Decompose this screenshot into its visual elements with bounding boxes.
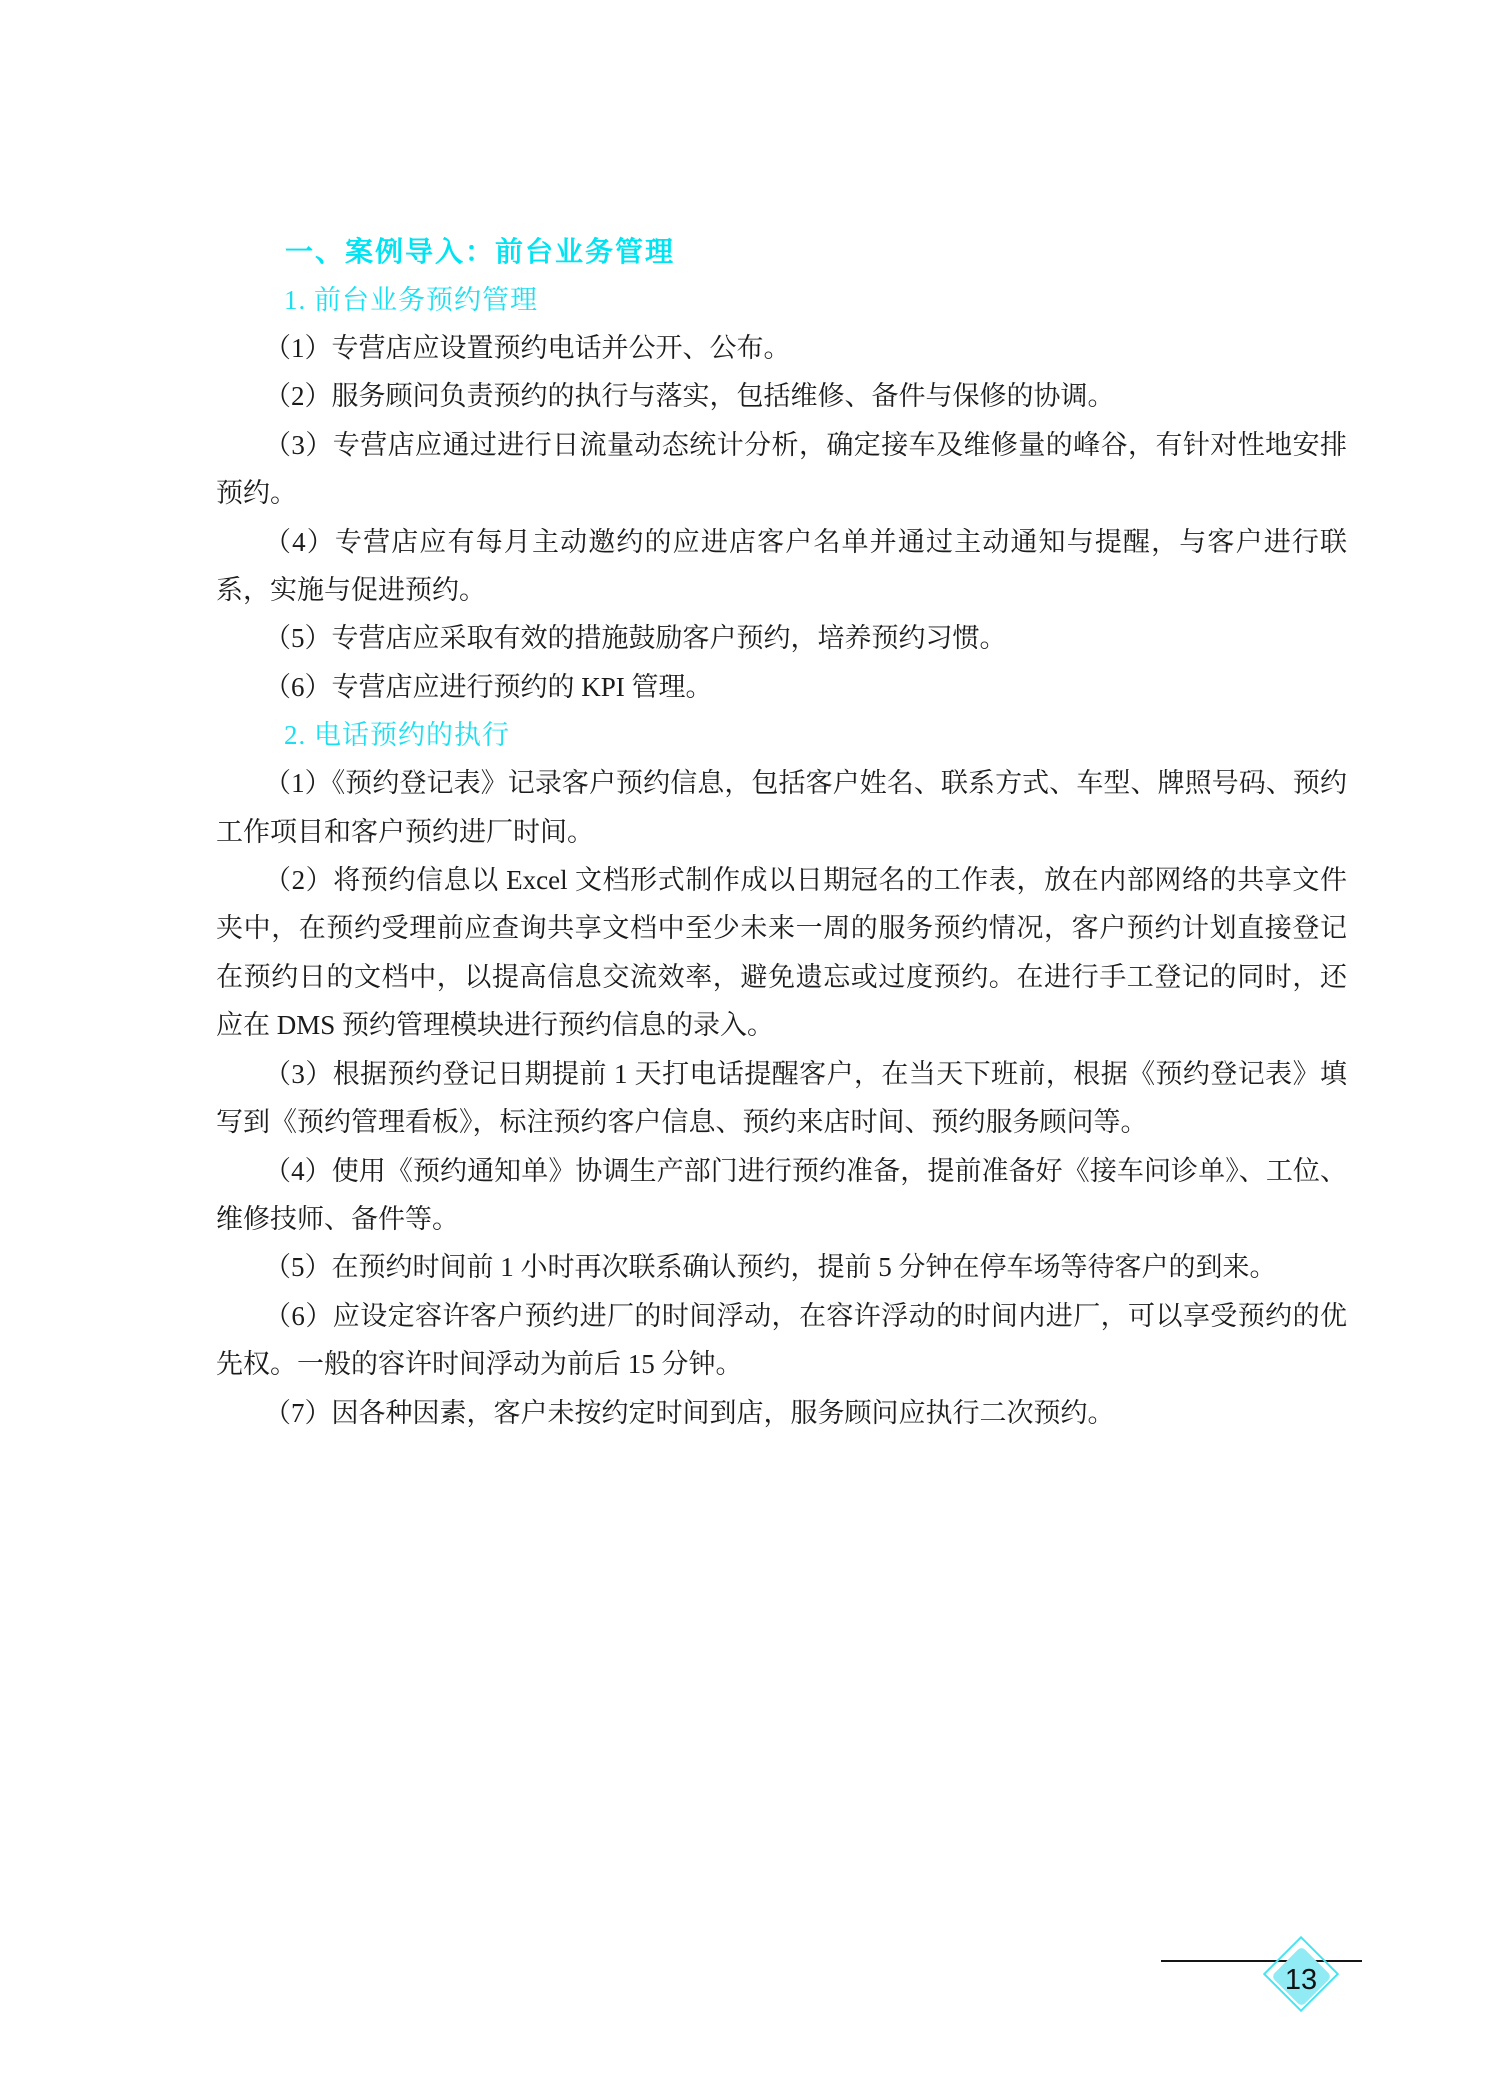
body-paragraph: （2）将预约信息以 Excel 文档形式制作成以日期冠名的工作表，放在内部网络的共享文件夹中，在预约受理前应查询共享文档中至少未来一周的服务预约情况，客户预约计划直接登记在预约日的文档中，以提高信息交流效率，避免遗忘或过度预约。在进行手工登记的同时，还应在 DMS 预约管理模块进行预约信息的录入。: [216, 865, 1347, 1041]
page-number: 13: [1284, 1963, 1318, 1996]
body-paragraph: （5）专营店应采取有效的措施鼓励客户预约，培养预约习惯。: [264, 623, 1007, 654]
body-paragraph: （6）专营店应进行预约的 KPI 管理。: [264, 671, 713, 702]
body-paragraph: （7）因各种因素，客户未按约定时间到店，服务顾问应执行二次预约。: [264, 1397, 1115, 1428]
body-paragraph: （1）专营店应设置预约电话并公开、公布。: [264, 333, 791, 363]
page-content: [216, 228, 1347, 1437]
body-paragraph: （2）服务顾问负责预约的执行与落实，包括维修、备件与保修的协调。: [264, 381, 1115, 412]
body-paragraph: （1）《预约登记表》记录客户预约信息，包括客户姓名、联系方式、车型、牌照号码、预约工作项目和客户预约进厂时间。: [216, 768, 1347, 847]
body-paragraph: （3）专营店应通过进行日流量动态统计分析，确定接车及维修量的峰谷，有针对性地安排预约。: [216, 429, 1347, 509]
body-paragraph: （3）根据预约登记日期提前 1 天打电话提醒客户，在当天下班前，根据《预约登记表》填写到《预约管理看板》，标注预约客户信息、预约来店时间、预约服务顾问等。: [216, 1058, 1347, 1138]
body-paragraph: （4）专营店应有每月主动邀约的应进店客户名单并通过主动通知与提醒，与客户进行联系，实施与促进预约。: [216, 526, 1347, 606]
subsection-title-2: 2. 电话预约的执行: [284, 720, 510, 751]
body-paragraph: （5）在预约时间前 1 小时再次联系确认预约，提前 5 分钟在停车场等待客户的到来。: [264, 1252, 1277, 1283]
subsection-title-1: 1. 前台业务预约管理: [284, 285, 538, 315]
section-heading: 一、案例导入：前台业务管理: [285, 236, 676, 267]
page-number-ornament: [1262, 1935, 1340, 2013]
body-paragraph: （4）使用《预约通知单》协调生产部门进行预约准备，提前准备好《接车问诊单》、工位、维修技师、备件等。: [216, 1155, 1347, 1234]
body-paragraph: （6）应设定容许客户预约进厂的时间浮动，在容许浮动的时间内进厂，可以享受预约的优先权。一般的容许时间浮动为前后 15 分钟。: [216, 1300, 1347, 1380]
